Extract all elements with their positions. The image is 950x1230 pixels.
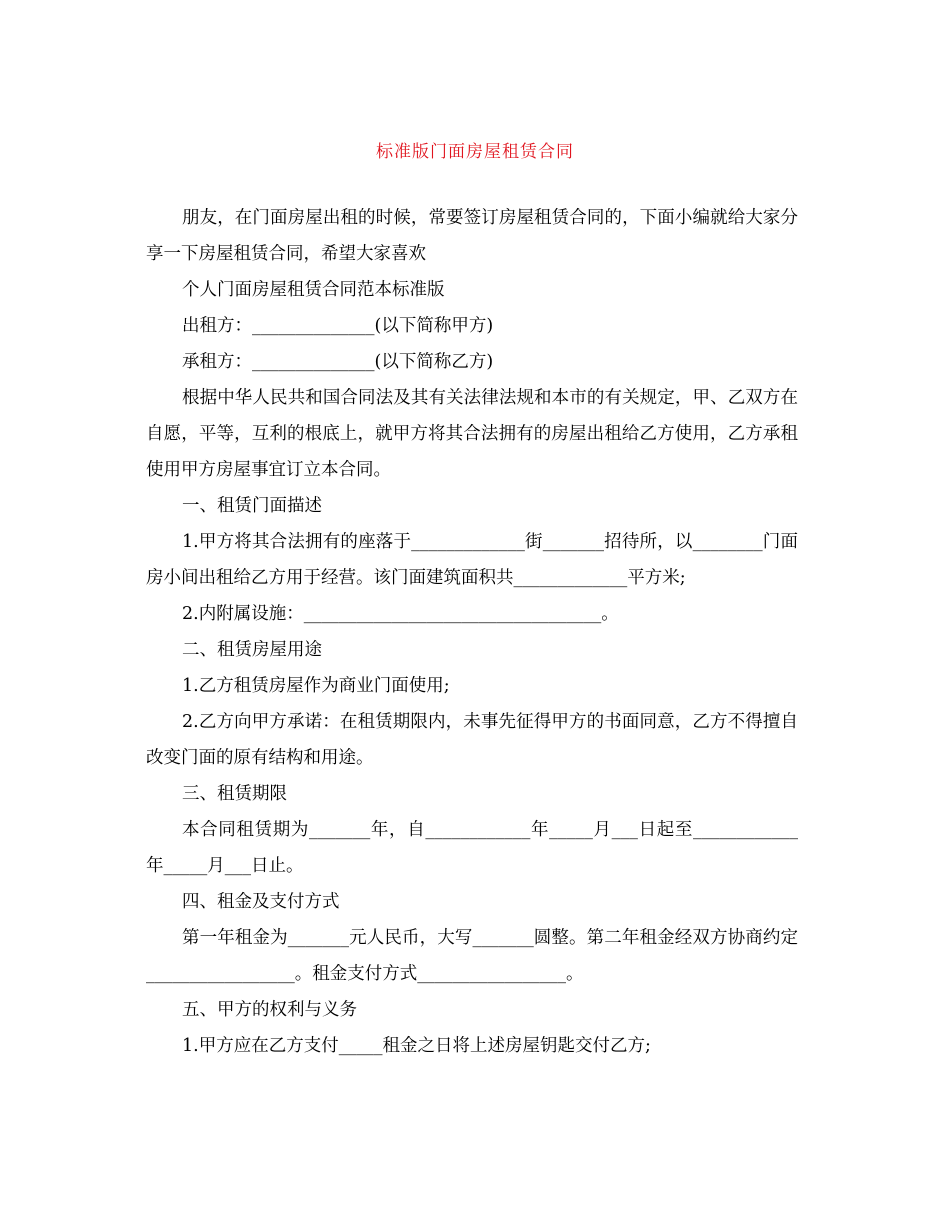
section-heading-4: 四、租金及支付方式 [182, 892, 340, 912]
paragraph-lessee: 承租方：______________(以下简称乙方) [182, 352, 494, 372]
paragraph-lessor: 出租方：______________(以下简称甲方) [182, 316, 494, 336]
paragraph-clause: 1.甲方将其合法拥有的座落于_____________街_______招待所，以________门面房小间出租给乙方用于经营。该门面建筑面积共_____________平方米; [146, 532, 798, 588]
document-body [146, 200, 798, 1064]
section-heading-3: 三、租赁期限 [182, 784, 287, 804]
paragraph-preamble: 根据中华人民共和国合同法及其有关法律法规和本市的有关规定，甲、乙双方在自愿，平等，互利的根底上，就甲方将其合法拥有的房屋出租给乙方使用，乙方承租使用甲方房屋事宜订立本合同。 [146, 388, 798, 480]
paragraph-subtitle: 个人门面房屋租赁合同范本标准版 [182, 280, 445, 300]
paragraph-intro: 朋友，在门面房屋出租的时候，常要签订房屋租赁合同的，下面小编就给大家分享一下房屋租赁合同，希望大家喜欢 [146, 208, 798, 264]
paragraph-clause: 第一年租金为_______元人民币，大写_______圆整。第二年租金经双方协商约定_________________。租金支付方式_________________。 [146, 928, 798, 984]
section-heading-1: 一、租赁门面描述 [182, 496, 322, 516]
paragraph-clause: 1.甲方应在乙方支付_____租金之日将上述房屋钥匙交付乙方; [182, 1036, 651, 1056]
paragraph-clause: 2.乙方向甲方承诺：在租赁期限内，未事先征得甲方的书面同意，乙方不得擅自改变门面的原有结构和用途。 [146, 712, 798, 768]
section-heading-5: 五、甲方的权利与义务 [182, 1000, 357, 1020]
section-heading-2: 二、租赁房屋用途 [182, 640, 322, 660]
paragraph-clause: 本合同租赁期为_______年，自____________年_____月___日起至____________年_____月___日止。 [146, 820, 798, 876]
paragraph-clause: 2.内附属设施：__________________________________。 [182, 604, 619, 624]
paragraph-clause: 1.乙方租赁房屋作为商业门面使用; [182, 676, 450, 696]
document-title: 标准版门面房屋租赁合同 [376, 142, 574, 162]
